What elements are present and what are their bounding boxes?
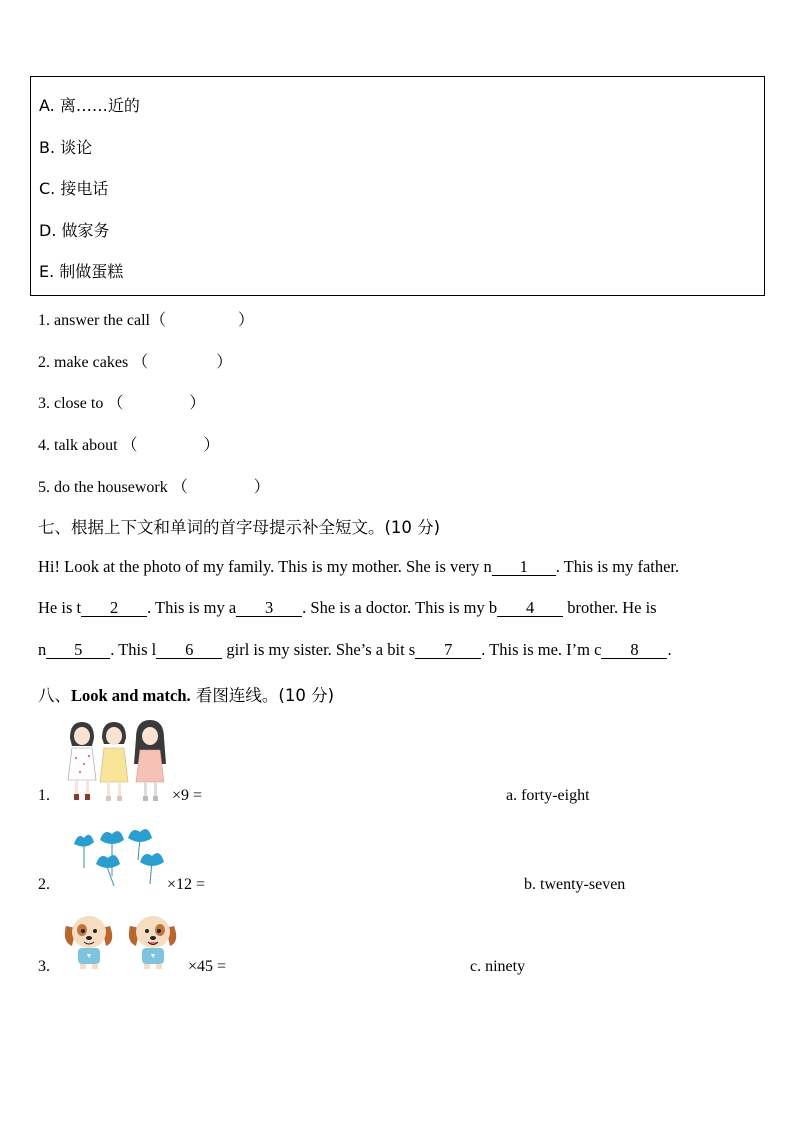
match-mult-3: ×45 = xyxy=(188,958,227,975)
match-answer-a[interactable]: a. forty-eight xyxy=(506,787,590,804)
girl-2 xyxy=(100,722,128,801)
flower-2 xyxy=(100,831,124,844)
girl-1 xyxy=(68,722,96,800)
puppy-1 xyxy=(65,916,112,969)
blank-1[interactable]: 1 xyxy=(492,559,556,576)
match-mult-1: ×9 = xyxy=(172,787,203,804)
option-c: C. 接电话 xyxy=(39,179,109,198)
flower-3 xyxy=(128,829,152,842)
blank-7[interactable]: 7 xyxy=(415,642,481,659)
question-1: 1. answer the call（ ） xyxy=(38,312,254,329)
girl-3 xyxy=(134,720,166,801)
three-girls-picture xyxy=(62,718,172,804)
match-answer-b[interactable]: b. twenty-seven xyxy=(524,876,626,893)
blank-8[interactable]: 8 xyxy=(601,642,667,659)
passage-line-3: n 5 . This l 6 girl is my sister. She’s a bit s 7 . This is me. I’m c 8 . xyxy=(38,640,672,659)
options-box xyxy=(30,76,765,296)
question-5: 5. do the housework （ ） xyxy=(38,479,270,496)
two-puppies-picture xyxy=(60,906,186,972)
match-num-2: 2. xyxy=(38,876,50,893)
blank-2[interactable]: 2 xyxy=(81,600,147,617)
option-a: A. 离……近的 xyxy=(39,96,140,115)
match-answer-c[interactable]: c. ninety xyxy=(470,958,526,975)
match-mult-2: ×12 = xyxy=(167,876,206,893)
puppy-2 xyxy=(129,916,176,969)
passage-line-1: Hi! Look at the photo of my family. This is my mother. She is very n 1 . This is my father. xyxy=(38,557,680,576)
section-8-title: 八、Look and match. 看图连线。(10 分) xyxy=(38,686,335,705)
blank-5[interactable]: 5 xyxy=(46,642,110,659)
question-3: 3. close to （ ） xyxy=(38,395,206,412)
flower-1 xyxy=(74,835,94,847)
blank-4[interactable]: 4 xyxy=(497,600,563,617)
question-4: 4. talk about （ ） xyxy=(38,437,220,454)
section-7-title: 七、根据上下文和单词的首字母提示补全短文。(10 分) xyxy=(38,518,441,537)
option-e: E. 制做蛋糕 xyxy=(39,262,124,281)
flower-5 xyxy=(140,853,164,866)
option-b: B. 谈论 xyxy=(39,138,93,157)
match-num-1: 1. xyxy=(38,787,50,804)
blue-flowers-picture xyxy=(70,824,170,890)
blank-3[interactable]: 3 xyxy=(236,600,302,617)
flower-4 xyxy=(96,855,120,868)
passage-line-2: He is t 2 . This is my a 3 . She is a doctor. This is my b 4 brother. He is xyxy=(38,598,657,617)
question-2: 2. make cakes （ ） xyxy=(38,354,233,371)
option-d: D. 做家务 xyxy=(39,221,110,240)
blank-6[interactable]: 6 xyxy=(156,642,222,659)
match-num-3: 3. xyxy=(38,958,50,975)
